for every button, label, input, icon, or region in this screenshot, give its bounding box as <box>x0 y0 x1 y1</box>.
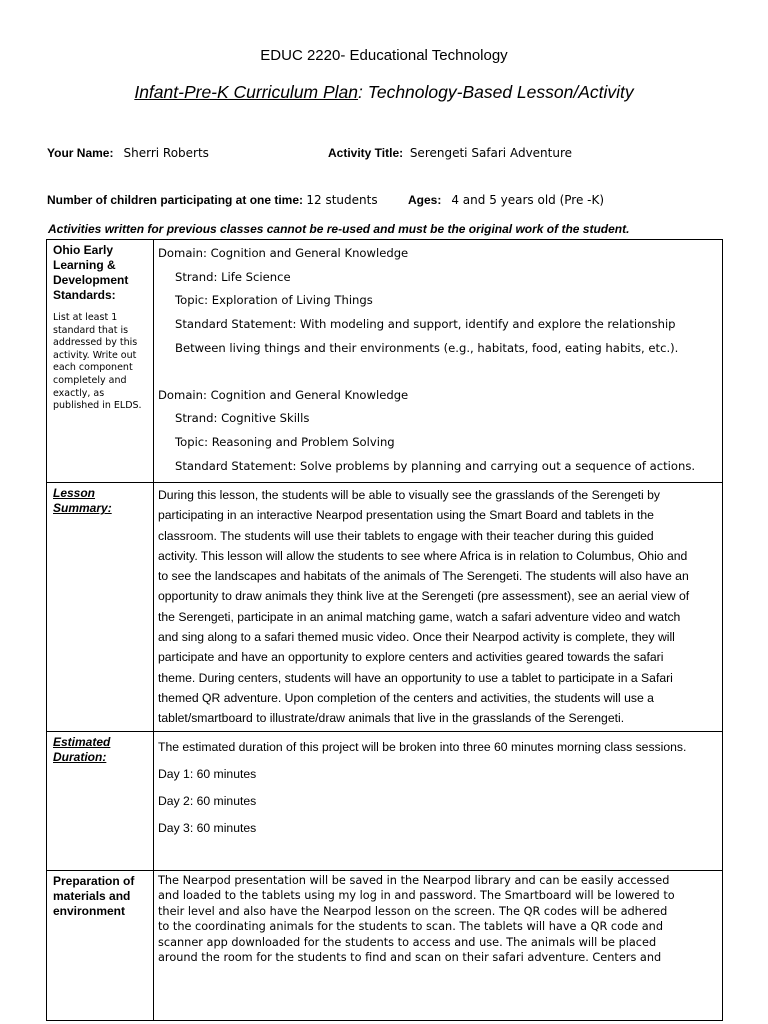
preparation-content <box>154 871 723 1021</box>
name-value: Sherri Roberts <box>123 146 209 160</box>
preparation-line: scanner app downloaded for the students to access and use. The animals will be placed <box>158 935 657 949</box>
summary-line: participate and have an opportunity to explore centers and activities geared towards the safari <box>158 650 664 665</box>
standard-line: Standard Statement: Solve problems by planning and carrying out a sequence of actions. <box>175 458 696 473</box>
ages-row <box>408 193 604 207</box>
preparation-line: around the room for the students to find and scan on their safari adventure. Centers and <box>158 951 662 965</box>
preparation-label: Preparation of materials and environment <box>53 874 135 918</box>
ages-value: 4 and 5 years old (Pre -K) <box>451 193 605 207</box>
children-label: Number of children participating at one time: <box>47 193 304 207</box>
standard-line: Topic: Reasoning and Problem Solving <box>175 434 395 449</box>
standards-content <box>154 240 723 483</box>
preparation-label-cell <box>47 871 154 1021</box>
name-row <box>47 146 209 160</box>
name-label: Your Name: <box>47 146 114 160</box>
standard-line: Standard Statement: With modeling and support, identify and explore the relationship <box>175 317 676 332</box>
duration-line: Day 2: 60 minutes <box>158 794 257 808</box>
plan-subtitle <box>0 82 768 103</box>
summary-line: the Serengeti, participate in an animal matching game, watch a safari adventure video and watch <box>158 609 681 624</box>
ages-label: Ages: <box>408 193 442 207</box>
standard-line: Strand: Cognitive Skills <box>175 411 310 426</box>
summary-label: Lesson Summary: <box>53 486 112 515</box>
duration-row <box>47 732 723 871</box>
duration-label: Estimated Duration: <box>53 735 111 764</box>
summary-row <box>47 483 723 732</box>
preparation-line: The Nearpod presentation will be saved in the Nearpod library and can be easily accessed <box>158 874 670 887</box>
summary-line: classroom. The students will use their tablets to engage with their teacher during this guided <box>158 528 654 543</box>
summary-line: During this lesson, the students will be able to visually see the grasslands of the Serengeti by <box>158 488 661 502</box>
summary-line: activity. This lesson will allow the students to see where Africa is in relation to Columbus, Ohio and <box>158 548 688 563</box>
standard-line <box>158 361 718 384</box>
standards-row <box>47 240 723 483</box>
summary-line: opportunity to draw animals they think live at the Serengeti (pre assessment), see an aerial view of <box>158 589 690 604</box>
summary-line: to see the landscapes and habitats of the animals of The Serengeti. The students will also have an <box>158 569 689 584</box>
duration-line: Day 1: 60 minutes <box>158 767 257 781</box>
summary-line: themed QR adventure. Upon completion of the centers and activities, the students will use a <box>158 690 654 705</box>
duration-line: Day 3: 60 minutes <box>158 821 257 835</box>
children-value: 12 students <box>306 193 378 207</box>
summary-line: tablet/smartboard to illustrate/draw animals that live in the grasslands of the Serengeti. <box>158 711 625 726</box>
standards-note: List at least 1 standard that is addressed by this activity. Write out each component completely and exactly, as published in ELDS. <box>53 312 142 412</box>
activity-label: Activity Title: <box>328 146 404 160</box>
activity-value: Serengeti Safari Adventure <box>409 146 573 160</box>
standard-line: Domain: Cognition and General Knowledge <box>158 387 409 402</box>
preparation-line: their level and also have the Nearpod lesson on the screen. The QR codes will be adhered <box>158 904 668 918</box>
preparation-line: to the coordinating animals for the students to scan. The tablets will have a QR code and <box>158 920 664 934</box>
summary-line: and sing along to a safari themed music video. Once their Nearpod activity is complete, they will <box>158 630 675 645</box>
course-title: EDUC 2220- Educational Technology <box>260 47 508 64</box>
standards-label-cell <box>47 240 154 483</box>
activity-row <box>328 146 572 160</box>
duration-line: The estimated duration of this project will be broken into three 60 minutes morning class sessions. <box>158 740 687 754</box>
standard-line: Between living things and their environments (e.g., habitats, food, eating habits, etc.). <box>175 340 679 355</box>
summary-line: participating in an interactive Nearpod presentation using the Smart Board and tablets in the <box>158 508 654 523</box>
standard-line: Domain: Cognition and General Knowledge <box>158 246 409 260</box>
standards-label: Ohio Early Learning & Development Standards: <box>53 243 129 302</box>
children-row <box>47 193 378 207</box>
originality-note: Activities written for previous classes cannot be re-used and must be the original work of the student. <box>48 222 630 236</box>
summary-line: theme. During centers, students will have an opportunity to use a tablet to participate in a Safari <box>158 670 673 685</box>
preparation-line: and loaded to the tablets using my log in and password. The Smartboard will be lowered to <box>158 889 675 903</box>
subtitle-rest: : Technology-Based Lesson/Activity <box>358 82 634 102</box>
plan-table <box>46 239 723 1021</box>
preparation-row <box>47 871 723 1021</box>
standard-line: Topic: Exploration of Living Things <box>175 293 373 308</box>
duration-label-cell <box>47 732 154 871</box>
subtitle-underlined: Infant-Pre-K Curriculum Plan <box>134 82 359 102</box>
duration-content <box>154 732 723 871</box>
standard-line: Strand: Life Science <box>175 269 291 284</box>
summary-label-cell <box>47 483 154 732</box>
summary-content <box>154 483 723 732</box>
